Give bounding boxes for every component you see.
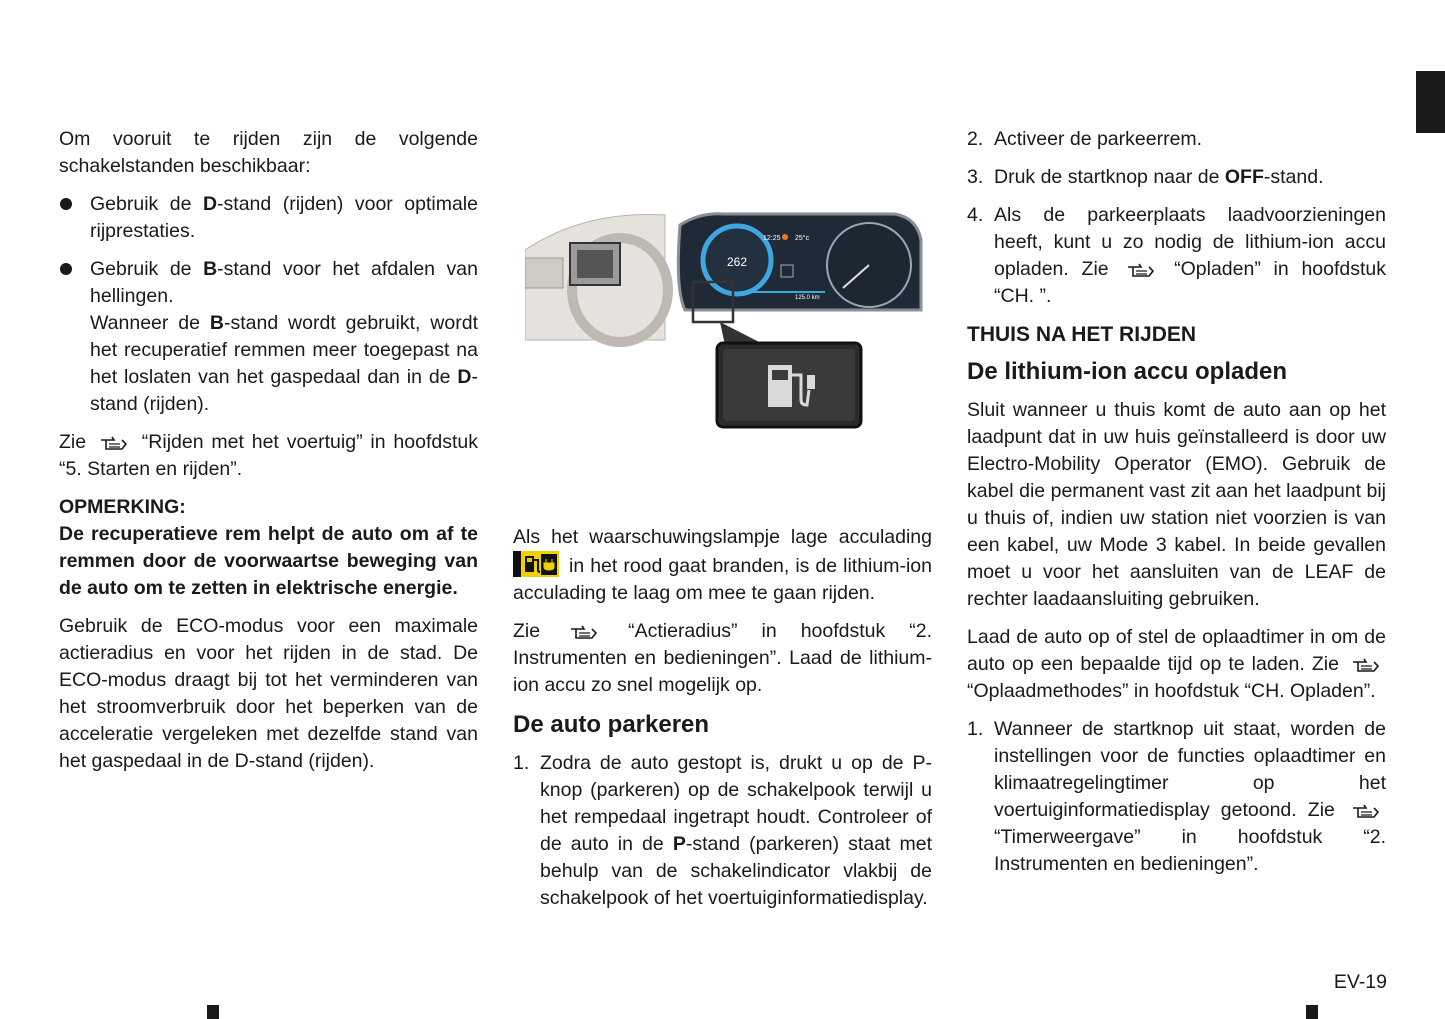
bullet-item-d: Gebruik de D-stand (rijden) voor optimale rijprestaties. [59, 191, 478, 245]
crop-mark [207, 1005, 219, 1019]
reference-pointer-icon [1352, 657, 1380, 673]
step-item-2: 2. Activeer de parkeerrem. [967, 128, 1203, 150]
column-right [967, 126, 1386, 889]
column-middle [513, 524, 932, 923]
step-item-1: 1. Zodra de auto gestopt is, drukt u op de P-knop (parkeren) op de schakelpook terwijl u het rempedaal ingetrapt houdt. Controleer of de auto in de P-stand (parkeren) staat met behulp van de schakelindicator vlakbij de schakelpook of het voertuiginformatiedisplay. [513, 752, 932, 909]
bullet-icon [60, 198, 72, 210]
section-heading-parking: De auto parkeren [513, 711, 710, 738]
timer-paragraph: Laad de auto op of stel de oplaadtimer in om de auto op een bepaalde tijd op te laden. Zie “Oplaadmethodes” in hoofdstuk “CH. Opladen”. [967, 626, 1386, 702]
note-body: De recuperatieve rem helpt de auto om af te remmen door de voorwaartse beweging van de auto om te zetten in elektrische energie. [59, 523, 478, 599]
crop-mark [1306, 1005, 1318, 1019]
step-item-3: 3. Druk de startknop naar de OFF-stand. [967, 166, 1324, 188]
steering-wheel-image [525, 214, 668, 342]
temp-readout: 25°c [795, 235, 810, 242]
cross-reference: Zie “Actieradius” in hoofdstuk “2. Instrumenten en bedieningen”. Laad de lithium-ion accu zo snel mogelijk op. [513, 620, 933, 696]
page-number: EV-19 [1333, 971, 1387, 993]
low-charge-warning-callout [717, 343, 861, 427]
dashboard-illustration [525, 210, 925, 430]
bullet-item-b: Gebruik de B-stand voor het afdalen van hellingen. Wanneer de B-stand wordt gebruikt, wordt het recuperatief remmen meer toegepast na het loslaten van het gaspedaal dan in de D-stand (rijden). [59, 256, 478, 418]
low-battery-warning-icon [513, 551, 559, 577]
chapter-tab [1416, 71, 1445, 133]
clock-readout: 12:25 [763, 235, 781, 242]
range-readout: 262 [726, 255, 748, 269]
note-title: OPMERKING: [59, 496, 186, 518]
eco-text: Gebruik de ECO-modus voor een maximale actieradius en voor het rijden in de stad. De ECO-modus draagt bij tot het verminderen van het stroomverbruik door het beperken van de acceleratie vergeleken met dezelfde stand van het gaspedaal in de D-stand (rijden). [59, 615, 478, 772]
instrument-cluster [678, 214, 921, 322]
cross-reference: Zie “Rijden met het voertuig” in hoofdstuk “5. Starten en rijden”. [59, 431, 478, 480]
reference-pointer-icon [100, 435, 128, 451]
charging-paragraph: Sluit wanneer u thuis komt de auto aan op het laadpunt dat in uw huis geïnstalleerd is door uw Electro-Mobility Operator (EMO). Gebruik de kabel die permanent vast zit aan het laadpunt bij u thuis of, indien uw station niet voorzien is van een kabel, uw Mode 3 kabel. In beide gevallen moet u voor het aansluiten van de LEAF de rechter laadaansluiting gebruiken. [967, 399, 1386, 610]
column-left [59, 126, 478, 786]
bullet-icon [60, 263, 72, 275]
reference-pointer-icon [570, 624, 598, 640]
section-heading-charging: De lithium-ion accu opladen [967, 358, 1288, 385]
warning-text: Als het waarschuwingslampje lage acculading in het rood gaat branden, is de lithium-ion acculading te laag om mee te gaan rijden. [513, 526, 932, 604]
odometer-readout: 125.0 km [795, 295, 820, 301]
reference-pointer-icon [1127, 262, 1155, 278]
intro-text: Om vooruit te rijden zijn de volgende schakelstanden beschikbaar: [59, 128, 478, 177]
step-item-1: 1. Wanneer de startknop uit staat, worden de instellingen voor de functies oplaadtimer en klimaatregelingtimer op het voertuiginformatiedisplay getoond. Zie “Timerweergave” in hoofdstuk “2. Instrumenten en bedieningen”. [967, 718, 1386, 875]
step-item-4: 4. Als de parkeerplaats laadvoorzieningen heeft, kunt u zo nodig de lithium-ion accu opladen. Zie “Opladen” in hoofdstuk “CH. ”. [967, 204, 1387, 307]
reference-pointer-icon [1352, 803, 1380, 819]
subheading-home: THUIS NA HET RIJDEN [967, 323, 1197, 346]
